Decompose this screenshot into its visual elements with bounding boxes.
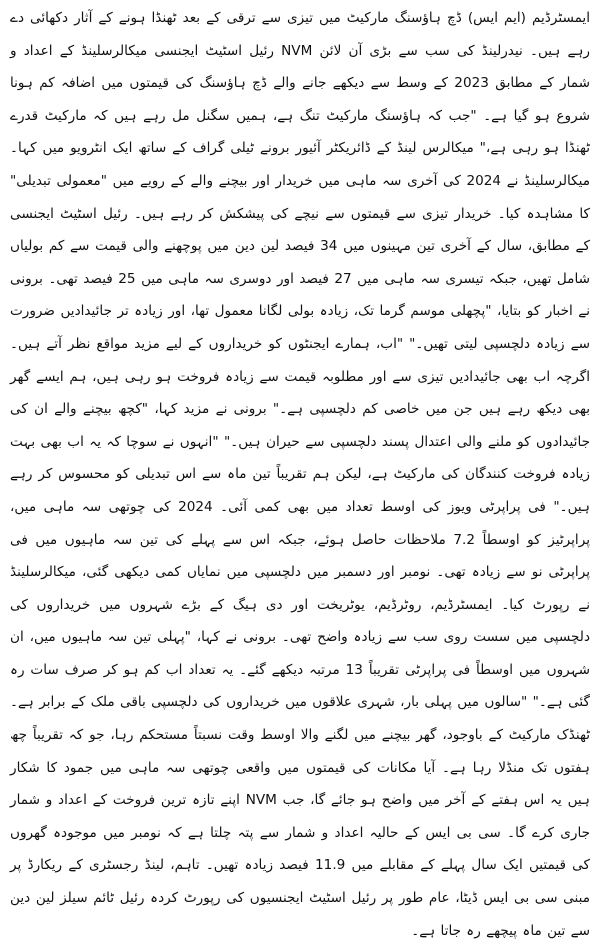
- article-body: ایمسٹرڈیم (ایم ایس) ڈچ ہاؤسنگ مارکیٹ میں تیزی سے ترقی کے بعد ٹھنڈا ہونے کے آثار دکھائی دے رہے ہیں۔ نیدرلینڈ کی سب سے بڑی آن لائن NVM رئیل اسٹیٹ ایجنسی میکالرسلینڈ کے اعداد و شمار کے مطابق 2023 کے وسط سے دیکھے جانے والے ڈچ ہاؤسنگ کی قیمتوں میں اضافہ کم ہونا شروع ہو گیا ہے۔ "جب کہ ہاؤسنگ مارکیٹ تنگ ہے، ہمیں سگنل مل رہے ہیں کہ مارکیٹ قدرے ٹھنڈا ہو رہی ہے،" میکالرس لینڈ کے ڈائریکٹر آئیور برونے ٹیلی گراف کے ساتھ ایک انٹرویو میں کہا۔ میکالرسلینڈ نے 2024 کی آخری سہ ماہی میں خریدار اور بیچنے والے کے رویے میں "معمولی تبدیلی" کا مشاہدہ کیا۔ خریدار تیزی سے قیمتوں سے نیچے کی پیشکش کر رہے ہیں۔ رئیل اسٹیٹ ایجنسی کے مطابق، سال کے آخری تین مہینوں میں 34 فیصد لین دین میں پوچھنے والی قیمت سے کم بولیاں شامل تھیں، جبکہ تیسری سہ ماہی میں 27 فیصد اور دوسری سہ ماہی میں 25 فیصد تھی۔ برونی نے اخبار کو بتایا، "پچھلی موسم گرما تک، زیادہ بولی لگانا معمول تھا، اور زیادہ تر جائیدادیں ضرورت سے زیادہ دلچسپی لیتی تھیں۔" "اب، ہمارے ایجنٹوں کو خریداروں کے لیے مزید مواقع نظر آتے ہیں۔ اگرچہ اب بھی جائیدادیں تیزی سے اور مطلوبہ قیمت سے زیادہ فروخت ہو رہی ہیں، ہم ایسے گھر بھی دیکھ رہے ہیں جن میں خاصی کم دلچسپی ہے۔" برونی نے مزید کہا، "کچھ بیچنے والے ان کی جائیدادوں کو ملنے والی اعتدال پسند دلچسپی سے حیران ہیں۔" "انہوں نے سوچا کہ یہ اب بھی بہت زیادہ فروخت کنندگان کی مارکیٹ ہے، لیکن ہم تقریباً تین ماہ سے اس تبدیلی کو محسوس کر رہے ہیں۔" فی پراپرٹی ویوز کی اوسط تعداد میں بھی کمی آئی۔ 2024 کی چوتھی سہ ماہی میں، پراپرٹیز کو اوسطاً 7.2 ملاحظات حاصل ہوئے، جبکہ اس سے پہلے کی تین سہ ماہیوں میں فی پراپرٹی نو سے زیادہ تھی۔ نومبر اور دسمبر میں دلچسپی میں نمایاں کمی دیکھی گئی، میکالرسلینڈ نے رپورٹ کیا۔ ایمسٹرڈیم، روٹرڈیم، یوٹریخت اور دی ہیگ کے بڑے شہروں میں خریداروں کی دلچسپی میں سست روی سب سے زیادہ واضح تھی۔ برونی نے کہا، "پہلی تین سہ ماہیوں میں، ان شہروں میں اوسطاً فی پراپرٹی تقریباً 13 مرتبہ دیکھے گئے۔ یہ تعداد اب کم ہو کر صرف سات رہ گئی ہے۔" "سالوں میں پہلی بار، شہری علاقوں میں خریداروں کی دلچسپی باقی ملک کے برابر ہے۔ ٹھنڈک مارکیٹ کے باوجود، گھر بیچنے میں لگنے والا اوسط وقت نسبتاً مستحکم رہا، جو کہ تقریباً چھ ہفتوں تک منڈلا رہا ہے۔ آیا مکانات کی قیمتوں میں واقعی چوتھی سہ ماہی میں جمود کا شکار ہیں یہ اس ہفتے کے آخر میں واضح ہو جائے گا، جب NVM اپنے تازہ ترین فروخت کے اعداد و شمار جاری کرے گا۔ سی بی ایس کے حالیہ اعداد و شمار سے پتہ چلتا ہے کہ نومبر میں موجودہ گھروں کی قیمتیں ایک سال پہلے کے مقابلے میں 11.9 فیصد زیادہ تھیں۔ تاہم، لینڈ رجسٹری کے ریکارڈ پر مبنی سی بی ایس ڈیٹا، عام طور پر رئیل اسٹیٹ ایجنسیوں کی رپورٹ کردہ رئیل ٹائم سیلز لین دین سے تین ماہ پیچھے رہ جاتا ہے۔: [10, 10, 591, 939]
